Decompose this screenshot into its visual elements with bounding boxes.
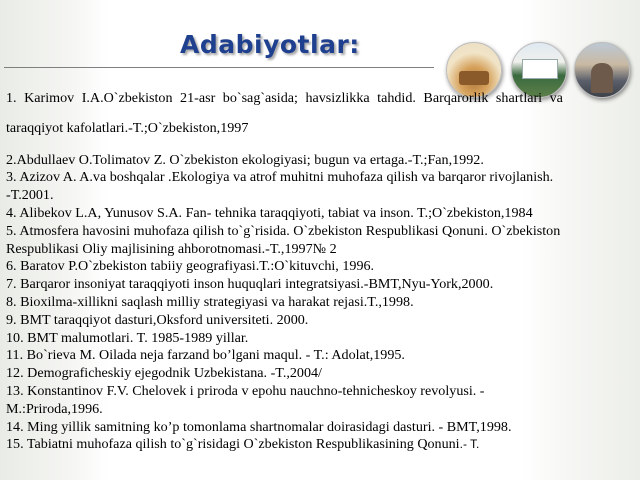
- reference-item: 2.Abdullaev O.Tolimatov Z. O`zbekiston ekologiyasi; bugun va ertaga.-T.;Fan,1992.: [6, 151, 484, 168]
- reference-item: 4. Alibekov L.A, Yunusov S.A. Fan- tehnika taraqqiyoti, tabiat va inson. T.;O`zbekiston,1984: [6, 204, 533, 221]
- reference-item: 3. Azizov A. A.va boshqalar .Ekologiya va atrof muhitni muhofaza qilish va barqaror rivojlanish.: [6, 169, 554, 186]
- building-photo-detail: [522, 59, 558, 79]
- reference-item: 13. Konstantinov F.V. Chelovek i priroda v epohu nauchno-tehnicheskoy revolyusi. -: [6, 382, 485, 399]
- reference-item: 14. Ming yillik samitning ko’p tomonlama shartnomalar doirasidagi dasturi. - BMT,1998.: [6, 418, 512, 435]
- reference-item-continuation: Respublikasi Oliy majlisining ahborotnomasi.-T.,1997№ 2: [6, 240, 337, 257]
- title-divider: [4, 67, 434, 68]
- reference-item-continuation: taraqqiyot kafolatlari.-T.;O`zbekiston,1997: [6, 119, 249, 136]
- reference-tail: .- T.: [459, 437, 480, 452]
- slide-title: Adabiyotlar:: [180, 30, 360, 59]
- people-photo-detail: [591, 63, 613, 93]
- reference-list: [6, 90, 640, 454]
- reference-item: 12. Demograficheskiy ejegodnik Uzbekistana. -T.,2004/: [6, 365, 322, 382]
- reference-item: 9. BMT taraqqiyot dasturi,Oksford universiteti. 2000.: [6, 311, 309, 328]
- reference-item: 5. Atmosfera havosini muhofaza qilish to`g`risida. O`zbekiston Respublikasi Qonuni. O`zbekiston: [6, 222, 561, 239]
- reference-item: 7. Barqaror insoniyat taraqqiyoti inson huquqlari integratsiyasi.-BMT,Nyu-York,2000.: [6, 276, 494, 293]
- reference-item: 8. Bioxilma-xillikni saqlash milliy strategiyasi va harakat rejasi.T.,1998.: [6, 293, 414, 310]
- interior-photo-detail: [459, 71, 489, 85]
- reference-item: [6, 436, 640, 454]
- reference-item-continuation: M.:Priroda,1996.: [6, 400, 103, 417]
- reference-item: 11. Bo`rieva M. Oilada neja farzand bo’lgani maqul. - T.: Adolat,1995.: [6, 347, 405, 364]
- reference-item: 6. Baratov P.O`zbekiston tabiiy geografiyasi.T.:O`kituvchi, 1996.: [6, 258, 375, 275]
- reference-text: 15. Tabiatni muhofaza qilish to`g`risidagi O`zbekiston Respublikasining Qonuni: [6, 436, 460, 453]
- reference-item-continuation: -T.2001.: [6, 187, 54, 204]
- reference-item: 10. BMT malumotlari. T. 1985-1989 yillar.: [6, 329, 249, 346]
- reference-item: 1. Karimov I.A.O`zbekiston 21-asr bo`sag`asida; havsizlikka tahdid. Barqarorlik shartlari va: [6, 90, 563, 106]
